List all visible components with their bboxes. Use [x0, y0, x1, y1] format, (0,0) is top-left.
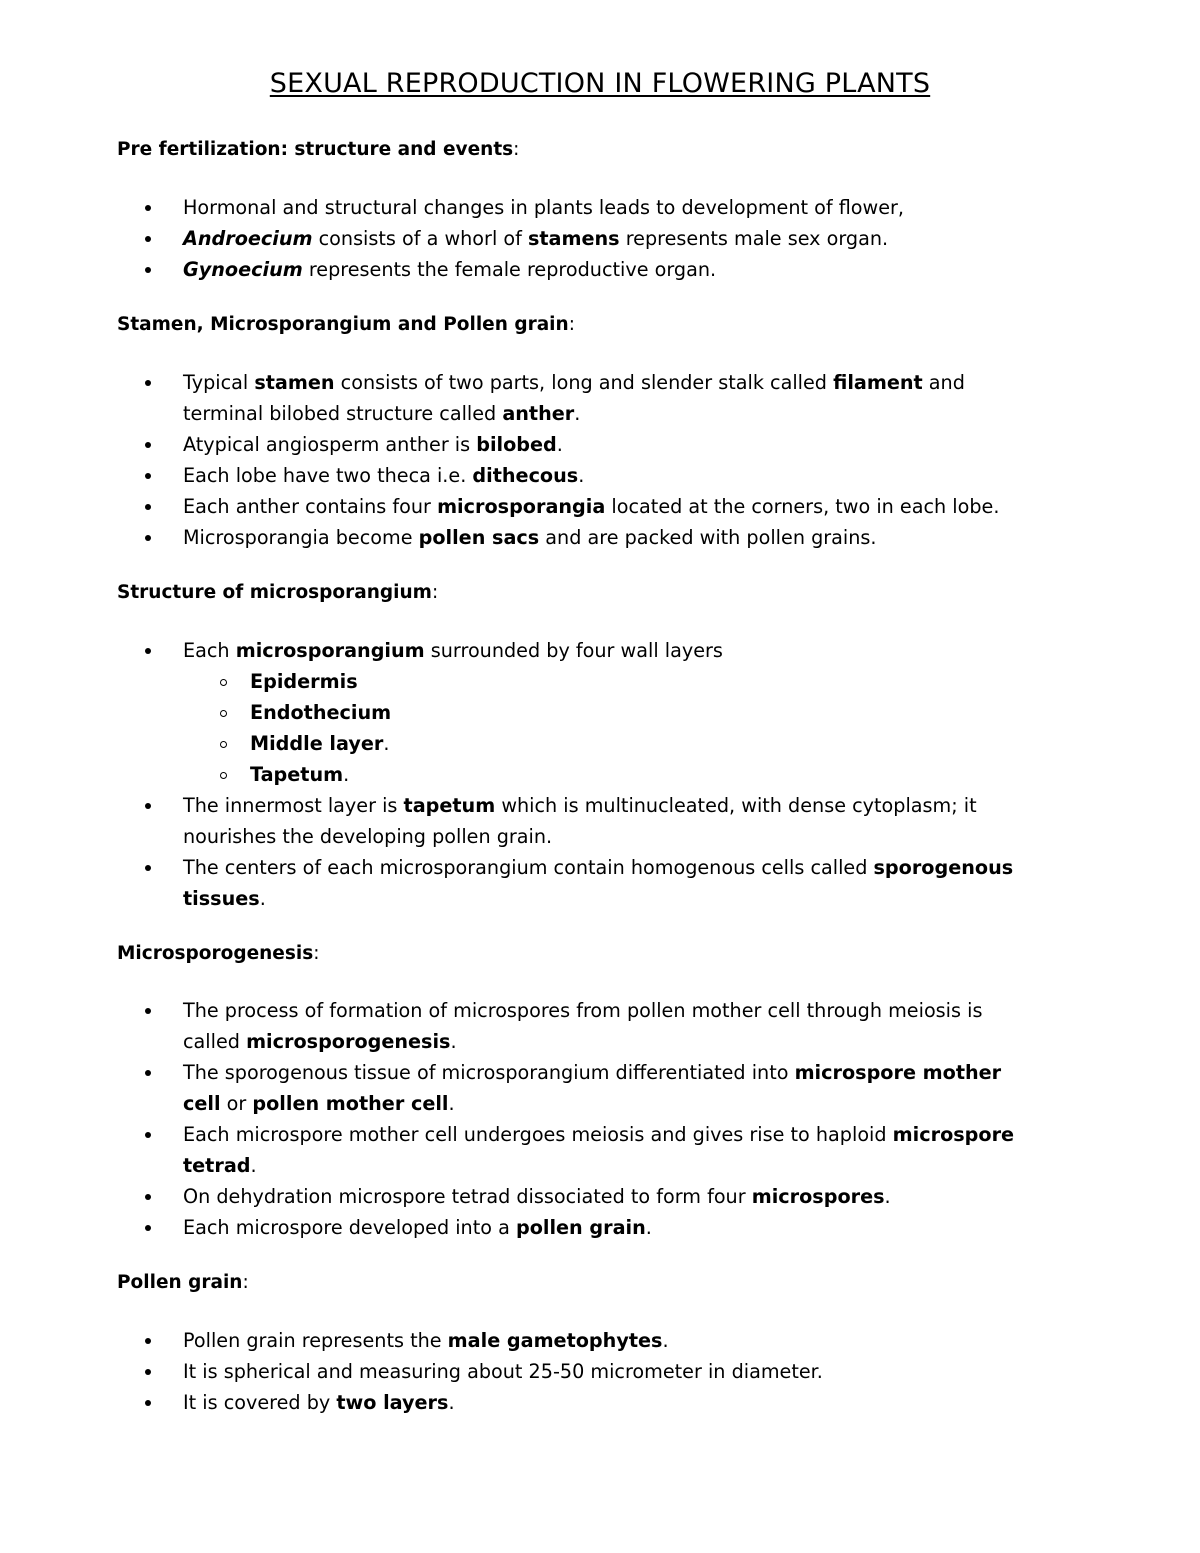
list-item-line — [183, 1088, 1060, 1119]
text-run: . — [645, 1216, 652, 1239]
section-heading-microsporangium-structure — [117, 582, 438, 603]
hollow-bullet-icon — [220, 741, 227, 748]
text-run: Microsporangia become — [183, 526, 419, 549]
sub-list-item — [183, 697, 1060, 728]
list-item-line — [183, 398, 1060, 429]
bullet-icon — [145, 442, 151, 448]
text-run: . — [450, 1030, 457, 1053]
bold-term: two layers — [336, 1391, 449, 1414]
list-item-line — [183, 883, 1060, 914]
heading-colon: : — [242, 1272, 249, 1293]
sub-item-suffix: . — [343, 763, 350, 786]
text-run: . — [578, 464, 585, 487]
list-item-line — [183, 635, 1060, 666]
text-run: Each — [183, 639, 236, 662]
section-heading-microsporogenesis — [117, 943, 319, 964]
text-run: terminal bilobed structure called — [183, 402, 503, 425]
list-item — [0, 223, 1200, 254]
sub-item-text: Tapetum — [250, 763, 344, 786]
bullet-icon — [145, 267, 151, 273]
list-item-line — [183, 1057, 1060, 1088]
sub-list-item — [183, 666, 1060, 697]
section-heading-pollen-grain — [117, 1272, 249, 1293]
section-heading-pre-fertilization — [117, 139, 519, 160]
bold-term — [183, 227, 313, 250]
list-item — [0, 1181, 1200, 1212]
sub-item-text: Middle layer — [250, 732, 384, 755]
bold-term: stamen — [254, 371, 335, 394]
list-item — [0, 522, 1200, 553]
bullet-icon — [145, 865, 151, 871]
text-run: surrounded by four wall layers — [424, 639, 723, 662]
sub-list-item — [183, 728, 1060, 759]
heading-colon: : — [568, 314, 575, 335]
bold-term: sporogenous — [873, 856, 1014, 879]
heading-text: Stamen, Microsporangium and Pollen grain — [117, 314, 569, 335]
heading-text: Microsporogenesis — [117, 943, 314, 964]
list-item-line — [183, 1119, 1060, 1150]
list-item-line — [183, 790, 1060, 821]
list-item — [0, 367, 1200, 429]
list-item-line — [183, 852, 1060, 883]
bullet-icon — [145, 1070, 151, 1076]
section-list-microsporogenesis — [0, 995, 1200, 1243]
bullet-icon — [145, 1400, 151, 1406]
hollow-bullet-icon — [220, 772, 227, 779]
emphasis-text: Gynoecium — [183, 258, 303, 281]
list-item-line — [183, 1212, 1060, 1243]
bold-term: anther — [502, 402, 575, 425]
text-run: Each anther contains four — [183, 495, 438, 518]
bold-term: pollen sacs — [418, 526, 540, 549]
text-run: Each microspore developed into a — [183, 1216, 516, 1239]
text-run: . — [574, 402, 581, 425]
text-run: represents male sex organ. — [619, 227, 889, 250]
list-item-line — [183, 1181, 1060, 1212]
bullet-icon — [145, 1338, 151, 1344]
list-item — [0, 254, 1200, 285]
text-run: . — [448, 1092, 455, 1115]
bullet-icon — [145, 803, 151, 809]
bold-term: tissues — [183, 887, 260, 910]
list-item-line — [183, 821, 1060, 852]
list-item-line — [183, 995, 1060, 1026]
text-run: Each microspore mother cell undergoes meiosis and gives rise to haploid — [183, 1123, 893, 1146]
list-item — [0, 1387, 1200, 1418]
bold-term — [183, 258, 303, 281]
list-item — [0, 1325, 1200, 1356]
list-item-line — [183, 1325, 1060, 1356]
hollow-bullet-icon — [220, 710, 227, 717]
sub-list — [183, 666, 1060, 790]
page-title: SEXUAL REPRODUCTION IN FLOWERING PLANTS — [269, 68, 931, 99]
text-run: represents the female reproductive organ. — [302, 258, 717, 281]
bold-term: tapetum — [403, 794, 496, 817]
list-item-line — [183, 429, 1060, 460]
text-run: and — [922, 371, 965, 394]
text-run: The innermost layer is — [183, 794, 404, 817]
list-item — [0, 1356, 1200, 1387]
bold-term: tetrad — [183, 1154, 251, 1177]
sub-item-text: Epidermis — [250, 670, 358, 693]
bullet-icon — [145, 1194, 151, 1200]
list-item-line — [183, 254, 1060, 285]
text-run: On dehydration microspore tetrad dissociated to form four — [183, 1185, 752, 1208]
text-run: The sporogenous tissue of microsporangium differentiated into — [183, 1061, 795, 1084]
emphasis-text: Androecium — [183, 227, 313, 250]
list-item — [0, 635, 1200, 790]
list-item-line — [183, 192, 1060, 223]
text-run: Each lobe have two theca i.e. — [183, 464, 473, 487]
bold-term: microsporangium — [235, 639, 425, 662]
bullet-icon — [145, 504, 151, 510]
list-item — [0, 1212, 1200, 1243]
text-run: . — [662, 1329, 669, 1352]
list-item — [0, 460, 1200, 491]
bold-term: microsporangia — [437, 495, 606, 518]
text-run: . — [884, 1185, 891, 1208]
bold-term: bilobed — [476, 433, 557, 456]
sub-item-suffix: . — [383, 732, 390, 755]
bold-term: pollen grain — [515, 1216, 646, 1239]
bullet-icon — [145, 648, 151, 654]
list-item — [0, 491, 1200, 522]
list-item-line — [183, 1356, 1060, 1387]
section-heading-stamen — [117, 314, 575, 335]
bold-term: microsporogenesis — [246, 1030, 451, 1053]
heading-colon: : — [313, 943, 320, 964]
list-item-line — [183, 367, 1060, 398]
list-item-line — [183, 223, 1060, 254]
bold-term: filament — [833, 371, 923, 394]
text-run: The process of formation of microspores from pollen mother cell through meiosis is — [183, 999, 983, 1022]
section-list-microsporangium-structure — [0, 635, 1200, 914]
bullet-icon — [145, 535, 151, 541]
text-run: consists of two parts, long and slender stalk called — [334, 371, 834, 394]
section-list-pollen-grain — [0, 1325, 1200, 1418]
list-item — [0, 995, 1200, 1057]
bullet-icon — [145, 1008, 151, 1014]
bullet-icon — [145, 1132, 151, 1138]
list-item — [0, 852, 1200, 914]
hollow-bullet-icon — [220, 679, 227, 686]
heading-colon: : — [513, 139, 520, 160]
bullet-icon — [145, 1225, 151, 1231]
text-run: or — [220, 1092, 253, 1115]
text-run: It is covered by — [183, 1391, 337, 1414]
bold-term: cell — [183, 1092, 221, 1115]
text-run: which is multinucleated, with dense cytoplasm; it — [495, 794, 977, 817]
section-list-pre-fertilization — [0, 192, 1200, 285]
text-run: called — [183, 1030, 247, 1053]
heading-text: Structure of microsporangium — [117, 582, 432, 603]
bold-term: microspores — [751, 1185, 885, 1208]
bold-term: stamens — [527, 227, 620, 250]
text-run: . — [556, 433, 563, 456]
text-run: The centers of each microsporangium contain homogenous cells called — [183, 856, 874, 879]
bold-term: male gametophytes — [447, 1329, 663, 1352]
list-item-line — [183, 1387, 1060, 1418]
bullet-icon — [145, 1369, 151, 1375]
list-item — [0, 429, 1200, 460]
list-item-line — [183, 522, 1060, 553]
sub-list-item — [183, 759, 1060, 790]
list-item-line — [183, 1150, 1060, 1181]
text-run: It is spherical and measuring about 25-50 micrometer in diameter. — [183, 1360, 823, 1383]
text-run: . — [448, 1391, 455, 1414]
text-run: consists of a whorl of — [312, 227, 528, 250]
text-run: Typical — [183, 371, 255, 394]
sub-item-text: Endothecium — [250, 701, 392, 724]
text-run: . — [250, 1154, 257, 1177]
bold-term: pollen mother cell — [252, 1092, 449, 1115]
list-item — [0, 790, 1200, 852]
text-run: and are packed with pollen grains. — [539, 526, 877, 549]
heading-colon: : — [431, 582, 439, 603]
list-item-line — [183, 1026, 1060, 1057]
text-run: . — [259, 887, 266, 910]
bold-term: dithecous — [472, 464, 579, 487]
bullet-icon — [145, 380, 151, 386]
text-run: Hormonal and structural changes in plants leads to development of flower, — [183, 196, 905, 219]
bullet-icon — [145, 473, 151, 479]
list-item-line — [183, 460, 1060, 491]
list-item — [0, 1057, 1200, 1119]
heading-text: Pollen grain — [117, 1272, 243, 1293]
text-run: Atypical angiosperm anther is — [183, 433, 477, 456]
bullet-icon — [145, 205, 151, 211]
text-run: located at the corners, two in each lobe. — [605, 495, 1000, 518]
bold-term: microspore — [892, 1123, 1015, 1146]
list-item-line — [183, 491, 1060, 522]
bold-term: microspore mother — [794, 1061, 1002, 1084]
heading-text: Pre fertilization: structure and events — [117, 139, 514, 160]
bullet-icon — [145, 236, 151, 242]
section-list-stamen — [0, 367, 1200, 553]
list-item — [0, 1119, 1200, 1181]
text-run: nourishes the developing pollen grain. — [183, 825, 553, 848]
list-item — [0, 192, 1200, 223]
text-run: Pollen grain represents the — [183, 1329, 448, 1352]
